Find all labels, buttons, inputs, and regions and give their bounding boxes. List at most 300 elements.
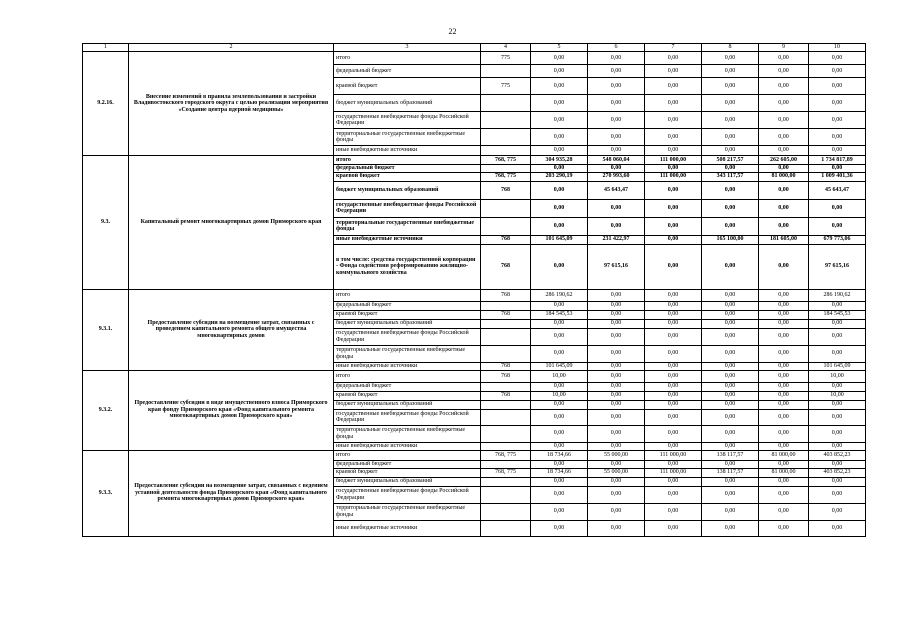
amount-cell: 0,00 [588,425,645,442]
amount-cell: 0,00 [759,78,809,95]
amount-cell: 0,00 [588,442,645,450]
budget-code-cell: 768, 775 [481,156,531,165]
amount-cell: 0,00 [588,328,645,345]
budget-table [82,43,866,537]
amount-cell: 0,00 [702,129,759,146]
funding-source: иные внебюджетные источники [334,442,481,450]
amount-cell: 286 190,62 [531,289,588,301]
amount-cell: 0,00 [702,217,759,235]
amount-cell: 0,00 [759,477,809,486]
column-header-9: 9 [759,44,809,52]
amount-cell: 0,00 [759,65,809,78]
item-code: 9.3. [83,156,129,290]
funding-source: бюджет муниципальных образований [334,400,481,409]
amount-cell: 0,00 [759,503,809,520]
amount-cell: 0,00 [531,112,588,129]
item-title: Предоставление субсидии на возмещение затрат, связанных с ведением уставной деятельности фонда Приморского края «Фонд капитального ремонта многоквартирных домов Приморского края» [129,450,334,536]
amount-cell: 181 605,00 [759,235,809,244]
funding-source: краевой бюджет [334,172,481,181]
amount-cell: 0,00 [531,409,588,425]
amount-cell: 0,00 [531,503,588,520]
amount-cell: 0,00 [531,244,588,289]
budget-code-cell: 768 [481,362,531,370]
budget-code-cell [481,319,531,328]
item-title: Предоставление субсидии на возмещение затрат, связанных с проведением капитального ремонта общего имущества многоквартирных домов [129,289,334,370]
amount-cell: 10,00 [531,391,588,400]
amount-cell: 0,00 [645,520,702,536]
amount-cell: 0,00 [759,319,809,328]
amount-cell: 0,00 [759,199,809,217]
budget-code-cell [481,400,531,409]
amount-cell: 0,00 [759,146,809,156]
amount-cell: 0,00 [759,181,809,199]
column-header-5: 5 [531,44,588,52]
table-row [83,450,866,460]
total-amount-cell: 679 773,06 [809,235,866,244]
amount-cell: 0,00 [645,165,702,173]
amount-cell: 0,00 [588,165,645,173]
funding-source: территориальные государственные внебюджетные фонды [334,217,481,235]
total-amount-cell: 0,00 [809,460,866,468]
amount-cell: 0,00 [531,400,588,409]
column-header-4: 4 [481,44,531,52]
funding-source: государственные внебюджетные фонды Российской Федерации [334,328,481,345]
total-amount-cell: 10,00 [809,391,866,400]
total-amount-cell: 0,00 [809,319,866,328]
funding-source: государственные внебюджетные фонды Российской Федерации [334,486,481,503]
amount-cell: 0,00 [702,425,759,442]
funding-source: государственные внебюджетные фонды Российской Федерации [334,112,481,129]
budget-code-cell: 775 [481,78,531,95]
funding-source: краевой бюджет [334,468,481,477]
amount-cell: 0,00 [645,442,702,450]
amount-cell: 0,00 [531,319,588,328]
total-amount-cell: 0,00 [809,199,866,217]
amount-cell: 0,00 [588,345,645,362]
budget-code-cell [481,95,531,112]
amount-cell: 0,00 [645,319,702,328]
total-amount-cell: 0,00 [809,425,866,442]
amount-cell: 0,00 [588,477,645,486]
amount-cell: 0,00 [645,310,702,319]
amount-cell: 0,00 [645,477,702,486]
amount-cell: 0,00 [588,520,645,536]
amount-cell: 0,00 [588,382,645,391]
budget-code-cell [481,382,531,391]
total-amount-cell: 0,00 [809,52,866,65]
amount-cell: 0,00 [702,520,759,536]
amount-cell: 0,00 [759,217,809,235]
funding-source: итого [334,52,481,65]
budget-code-cell: 768 [481,244,531,289]
page-number: 22 [448,27,457,36]
amount-cell: 0,00 [759,165,809,173]
amount-cell: 0,00 [759,400,809,409]
item-title: Предоставление субсидии в виде имущественного взноса Приморского края фонду Приморского края «Фонд капитального ремонта многоквартирных домов Приморского края» [129,370,334,450]
total-amount-cell: 1 009 401,36 [809,172,866,181]
amount-cell: 0,00 [702,301,759,310]
amount-cell: 0,00 [531,382,588,391]
total-amount-cell: 0,00 [809,165,866,173]
amount-cell: 111 000,00 [645,172,702,181]
amount-cell: 0,00 [645,382,702,391]
funding-source: территориальные государственные внебюджетные фонды [334,345,481,362]
amount-cell: 111 000,00 [645,450,702,460]
table-row [83,52,866,65]
budget-code-cell [481,112,531,129]
total-amount-cell: 0,00 [809,409,866,425]
amount-cell: 0,00 [645,362,702,370]
budget-code-cell: 768, 775 [481,450,531,460]
amount-cell: 0,00 [759,95,809,112]
total-amount-cell: 184 545,53 [809,310,866,319]
amount-cell: 0,00 [702,289,759,301]
amount-cell: 0,00 [759,301,809,310]
funding-source: итого [334,370,481,382]
funding-source: иные внебюджетные источники [334,362,481,370]
amount-cell: 0,00 [588,65,645,78]
amount-cell: 0,00 [645,217,702,235]
budget-code-cell [481,301,531,310]
funding-source: краевой бюджет [334,310,481,319]
table-body [83,52,866,537]
column-header-7: 7 [645,44,702,52]
amount-cell: 18 734,66 [531,450,588,460]
total-amount-cell: 0,00 [809,503,866,520]
funding-source: иные внебюджетные источники [334,520,481,536]
amount-cell: 0,00 [702,400,759,409]
amount-cell: 0,00 [588,503,645,520]
budget-code-cell: 768 [481,181,531,199]
amount-cell: 0,00 [588,391,645,400]
funding-source: итого [334,156,481,165]
item-title: Капитальный ремонт многоквартирных домов Приморского края [129,156,334,290]
amount-cell: 0,00 [702,382,759,391]
funding-source: федеральный бюджет [334,65,481,78]
total-amount-cell: 10,00 [809,370,866,382]
amount-cell: 18 734,66 [531,468,588,477]
amount-cell: 343 117,57 [702,172,759,181]
column-header-1: 1 [83,44,129,52]
amount-cell: 203 290,19 [531,172,588,181]
amount-cell: 0,00 [645,370,702,382]
total-amount-cell: 0,00 [809,129,866,146]
amount-cell: 10,00 [531,370,588,382]
amount-cell: 97 615,16 [588,244,645,289]
total-amount-cell: 0,00 [809,442,866,450]
amount-cell: 0,00 [759,382,809,391]
amount-cell: 0,00 [531,181,588,199]
amount-cell: 548 060,04 [588,156,645,165]
amount-cell: 0,00 [588,301,645,310]
amount-cell: 0,00 [531,129,588,146]
amount-cell: 0,00 [645,95,702,112]
budget-code-cell [481,442,531,450]
amount-cell: 0,00 [645,181,702,199]
amount-cell: 0,00 [759,112,809,129]
amount-cell: 0,00 [702,181,759,199]
funding-source: бюджет муниципальных образований [334,319,481,328]
amount-cell: 0,00 [588,289,645,301]
amount-cell: 0,00 [645,328,702,345]
budget-code-cell [481,520,531,536]
amount-cell: 0,00 [531,95,588,112]
budget-code-cell [481,328,531,345]
budget-code-cell [481,486,531,503]
amount-cell: 0,00 [645,244,702,289]
amount-cell: 0,00 [702,409,759,425]
total-amount-cell: 101 645,09 [809,362,866,370]
amount-cell: 0,00 [531,301,588,310]
amount-cell: 0,00 [588,52,645,65]
amount-cell: 111 000,00 [645,156,702,165]
amount-cell: 0,00 [588,460,645,468]
amount-cell: 0,00 [645,129,702,146]
amount-cell: 0,00 [531,520,588,536]
amount-cell: 111 000,00 [645,468,702,477]
amount-cell: 0,00 [702,310,759,319]
amount-cell: 0,00 [588,95,645,112]
amount-cell: 0,00 [531,486,588,503]
budget-code-cell [481,217,531,235]
budget-code-cell [481,425,531,442]
amount-cell: 0,00 [759,362,809,370]
amount-cell: 0,00 [759,391,809,400]
amount-cell: 0,00 [531,442,588,450]
amount-cell: 0,00 [702,65,759,78]
funding-source: территориальные государственные внебюджетные фонды [334,129,481,146]
amount-cell: 0,00 [645,486,702,503]
amount-cell: 0,00 [759,460,809,468]
amount-cell: 0,00 [759,244,809,289]
amount-cell: 101 645,09 [531,235,588,244]
funding-source: итого [334,289,481,301]
budget-code-cell: 775 [481,52,531,65]
amount-cell: 55 000,00 [588,450,645,460]
amount-cell: 0,00 [588,362,645,370]
table-row [83,370,866,382]
amount-cell: 0,00 [702,95,759,112]
column-header-3: 3 [334,44,481,52]
amount-cell: 0,00 [645,289,702,301]
amount-cell: 184 545,53 [531,310,588,319]
amount-cell: 81 000,00 [759,450,809,460]
amount-cell: 0,00 [702,319,759,328]
funding-source: государственные внебюджетные фонды Российской Федерации [334,409,481,425]
amount-cell: 0,00 [588,199,645,217]
funding-source: территориальные государственные внебюджетные фонды [334,425,481,442]
amount-cell: 0,00 [702,460,759,468]
budget-code-cell: 768 [481,391,531,400]
amount-cell: 0,00 [759,328,809,345]
amount-cell: 0,00 [759,52,809,65]
total-amount-cell: 286 190,62 [809,289,866,301]
total-amount-cell: 403 852,23 [809,468,866,477]
amount-cell: 0,00 [645,345,702,362]
amount-cell: 0,00 [645,65,702,78]
total-amount-cell: 0,00 [809,328,866,345]
amount-cell: 0,00 [531,146,588,156]
amount-cell: 0,00 [645,503,702,520]
amount-cell: 0,00 [702,345,759,362]
amount-cell: 0,00 [531,460,588,468]
funding-source: бюджет муниципальных образований [334,477,481,486]
amount-cell: 0,00 [759,486,809,503]
amount-cell: 0,00 [702,477,759,486]
amount-cell: 0,00 [702,112,759,129]
amount-cell: 0,00 [759,129,809,146]
total-amount-cell: 0,00 [809,477,866,486]
table-row [83,156,866,165]
total-amount-cell: 1 734 817,89 [809,156,866,165]
item-code: 9.2.16. [83,52,129,156]
column-header-6: 6 [588,44,645,52]
budget-code-cell [481,503,531,520]
funding-source: иные внебюджетные источники [334,235,481,244]
amount-cell: 0,00 [645,460,702,468]
budget-code-cell [481,65,531,78]
total-amount-cell: 0,00 [809,400,866,409]
amount-cell: 0,00 [588,112,645,129]
budget-code-cell: 768, 775 [481,172,531,181]
amount-cell: 0,00 [645,301,702,310]
amount-cell: 0,00 [702,486,759,503]
amount-cell: 0,00 [588,319,645,328]
funding-source: федеральный бюджет [334,460,481,468]
amount-cell: 0,00 [645,391,702,400]
total-amount-cell: 0,00 [809,112,866,129]
budget-code-cell [481,477,531,486]
amount-cell: 0,00 [645,146,702,156]
amount-cell: 138 117,57 [702,468,759,477]
funding-source: в том числе: средства государственной корпорации - Фонда содействия реформированию жилищно-коммунального хозяйства [334,244,481,289]
amount-cell: 0,00 [702,503,759,520]
column-header-8: 8 [702,44,759,52]
amount-cell: 0,00 [531,65,588,78]
amount-cell: 0,00 [645,425,702,442]
amount-cell: 0,00 [702,52,759,65]
amount-cell: 0,00 [759,345,809,362]
amount-cell: 81 000,00 [759,468,809,477]
amount-cell: 0,00 [759,425,809,442]
amount-cell: 0,00 [531,328,588,345]
amount-cell: 101 645,09 [531,362,588,370]
amount-cell: 0,00 [645,235,702,244]
amount-cell: 0,00 [531,425,588,442]
amount-cell: 0,00 [645,199,702,217]
amount-cell: 0,00 [588,409,645,425]
budget-code-cell [481,146,531,156]
amount-cell: 81 000,00 [759,172,809,181]
budget-code-cell [481,199,531,217]
amount-cell: 0,00 [759,370,809,382]
amount-cell: 0,00 [702,391,759,400]
amount-cell: 165 100,00 [702,235,759,244]
amount-cell: 0,00 [531,217,588,235]
amount-cell: 0,00 [759,310,809,319]
total-amount-cell: 0,00 [809,78,866,95]
funding-source: бюджет муниципальных образований [334,181,481,199]
total-amount-cell: 0,00 [809,301,866,310]
amount-cell: 0,00 [702,442,759,450]
amount-cell: 0,00 [531,345,588,362]
amount-cell: 138 117,57 [702,450,759,460]
budget-code-cell: 768, 775 [481,468,531,477]
amount-cell: 0,00 [588,400,645,409]
funding-source: бюджет муниципальных образований [334,95,481,112]
amount-cell: 0,00 [531,78,588,95]
amount-cell: 270 993,60 [588,172,645,181]
amount-cell: 0,00 [588,486,645,503]
budget-code-cell [481,460,531,468]
total-amount-cell: 0,00 [809,520,866,536]
amount-cell: 0,00 [531,199,588,217]
amount-cell: 0,00 [645,112,702,129]
amount-cell: 0,00 [588,310,645,319]
amount-cell: 0,00 [702,244,759,289]
total-amount-cell: 0,00 [809,65,866,78]
item-code: 9.3.3. [83,450,129,536]
amount-cell: 0,00 [531,477,588,486]
amount-cell: 0,00 [645,400,702,409]
total-amount-cell: 0,00 [809,217,866,235]
amount-cell: 0,00 [702,165,759,173]
budget-code-cell: 768 [481,235,531,244]
total-amount-cell: 0,00 [809,382,866,391]
budget-code-cell [481,409,531,425]
total-amount-cell: 45 643,47 [809,181,866,199]
funding-source: федеральный бюджет [334,382,481,391]
amount-cell: 0,00 [588,217,645,235]
total-amount-cell: 97 615,16 [809,244,866,289]
amount-cell: 508 217,57 [702,156,759,165]
total-amount-cell: 0,00 [809,345,866,362]
budget-code-cell [481,129,531,146]
budget-code-cell: 768 [481,310,531,319]
funding-source: федеральный бюджет [334,301,481,310]
funding-source: территориальные государственные внебюджетные фонды [334,503,481,520]
amount-cell: 0,00 [531,52,588,65]
amount-cell: 0,00 [645,409,702,425]
table-row [83,289,866,301]
amount-cell: 0,00 [588,370,645,382]
funding-source: итого [334,450,481,460]
funding-source: государственные внебюджетные фонды Российской Федерации [334,199,481,217]
total-amount-cell: 403 852,23 [809,450,866,460]
amount-cell: 262 605,00 [759,156,809,165]
column-header-2: 2 [129,44,334,52]
amount-cell: 0,00 [588,129,645,146]
funding-source: краевой бюджет [334,78,481,95]
amount-cell: 0,00 [588,78,645,95]
amount-cell: 0,00 [702,362,759,370]
amount-cell: 0,00 [645,78,702,95]
amount-cell: 0,00 [702,199,759,217]
item-title: Внесение изменений в правила землепользования и застройки Владивостокского городского округа с целью реализации мероприятия «Создание центра ядерной медицины» [129,52,334,156]
total-amount-cell: 0,00 [809,95,866,112]
amount-cell: 0,00 [759,520,809,536]
amount-cell: 0,00 [702,370,759,382]
amount-cell: 0,00 [588,146,645,156]
budget-code-cell [481,345,531,362]
header-row [83,44,866,52]
column-header-10: 10 [809,44,866,52]
funding-source: федеральный бюджет [334,165,481,173]
funding-source: краевой бюджет [334,391,481,400]
funding-source: иные внебюджетные источники [334,146,481,156]
budget-code-cell [481,165,531,173]
amount-cell: 0,00 [702,328,759,345]
